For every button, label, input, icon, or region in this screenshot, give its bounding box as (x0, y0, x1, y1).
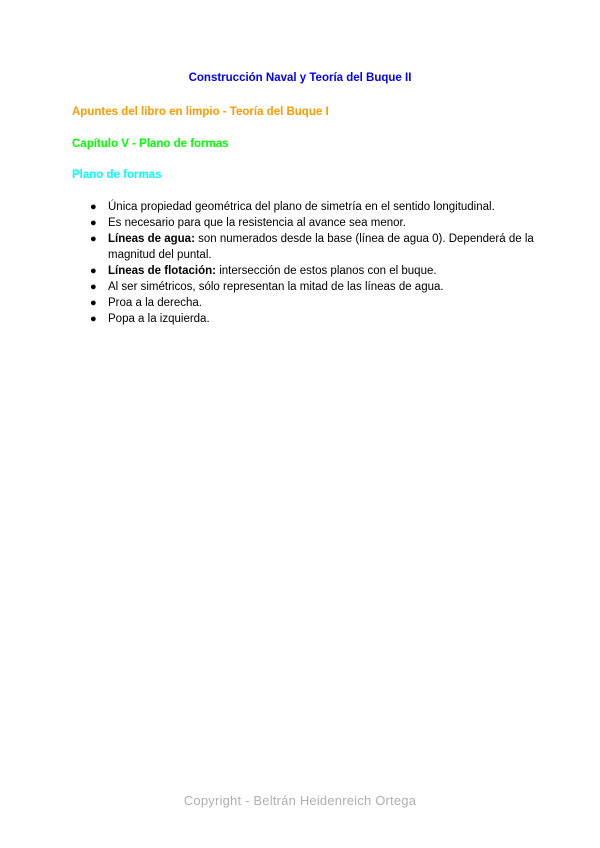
bullet-icon: ● (90, 217, 97, 229)
list-item (90, 215, 540, 231)
copyright-footer: Copyright - Beltrán Heidenreich Ortega (183, 793, 417, 808)
list-item (90, 295, 540, 311)
bullet-text: Es necesario para que la resistencia al avance sea menor. (108, 217, 406, 229)
bullet-text: Al ser simétricos, sólo representan la mitad de las líneas de agua. (108, 281, 444, 293)
bullet-icon: ● (90, 233, 97, 245)
bullet-text: Proa a la derecha. (108, 297, 202, 309)
bullet-text: son numerados desde la base (línea de agua 0). Dependerá de la magnitud del puntal. (108, 233, 534, 261)
document-title: Construcción Naval y Teoría del Buque II (188, 72, 412, 84)
bullet-text: Única propiedad geométrica del plano de simetría en el sentido longitudinal. (108, 201, 495, 213)
bullet-term: Líneas de flotación: (108, 265, 216, 277)
list-item (90, 263, 540, 279)
bullet-term: Líneas de agua: (108, 233, 195, 245)
list-item (90, 231, 540, 263)
bullet-icon: ● (90, 265, 97, 277)
list-item (90, 279, 540, 295)
bullet-icon: ● (90, 313, 97, 325)
list-item (90, 199, 540, 215)
heading-apuntes: Apuntes del libro en limpio - Teoría del Buque I (72, 106, 329, 118)
bullet-icon: ● (90, 297, 97, 309)
bullet-list (90, 199, 540, 327)
bullet-text: Popa a la izquierda. (108, 313, 210, 325)
list-item (90, 311, 540, 327)
bullet-icon: ● (90, 201, 97, 213)
heading-plano-de-formas: Plano de formas (72, 169, 162, 181)
heading-capitulo: Capítulo V - Plano de formas (72, 138, 229, 150)
bullet-icon: ● (90, 281, 97, 293)
bullet-text: intersección de estos planos con el buque. (216, 265, 437, 277)
